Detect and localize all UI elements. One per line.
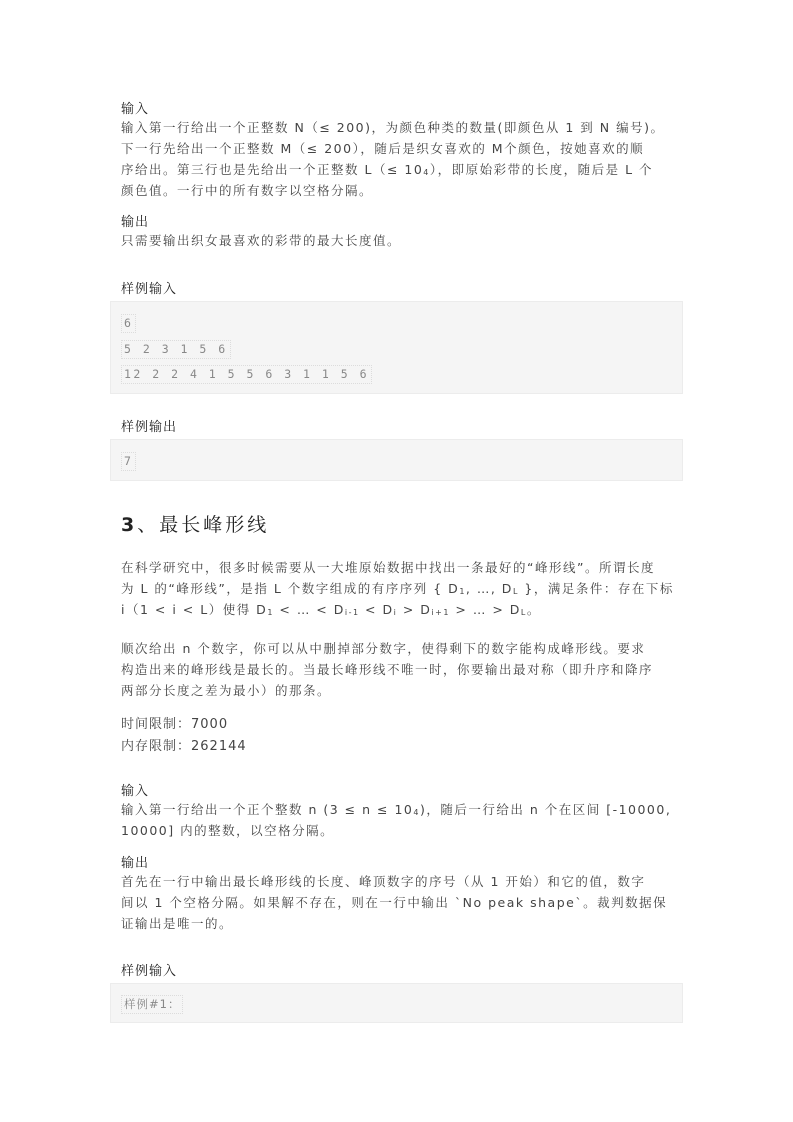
text-line (121, 159, 677, 180)
text-run: 输入第一行给出一个正个整数 n (3 ≤ n ≤ 10 (121, 802, 414, 817)
text-line (121, 892, 677, 913)
text-run: 证输出是唯一的。 (121, 916, 234, 931)
sample-output-block (110, 439, 683, 481)
section-number: 3 (121, 514, 138, 536)
output-line: 只需要输出织女最喜欢的彩带的最大长度值。 (121, 233, 402, 248)
text-run: 10000] 内的整数，以空格分隔。 (121, 823, 335, 838)
text-line (121, 138, 677, 159)
text-run: 间以 1 个空格分隔。如果解不存在，则在一行中输出 `No peak shape`。裁判数据保 (121, 895, 668, 910)
input-heading: 输入 (121, 102, 150, 117)
text-run: 下一行先给出一个正整数 M（≤ 200），随后是织女喜欢的 M个颜色，按她喜欢的顺 (121, 141, 645, 156)
time-limit: 时间限制：7000 (121, 717, 229, 732)
text-run: < … < D (273, 602, 345, 617)
text-line (121, 638, 677, 659)
text-run: ），即原始彩带的长度，随后是 L 个 (429, 162, 654, 177)
subscript: i+1 (431, 608, 450, 617)
text-line (121, 820, 677, 841)
text-run: , …, D (465, 581, 513, 596)
output-description (121, 871, 677, 934)
text-run: 序给出。第三行也是先给出一个正整数 L（≤ 10 (121, 162, 424, 177)
text-run: 首先在一行中输出最长峰形线的长度、峰顶数字的序号（从 1 开始）和它的值，数字 (121, 874, 646, 889)
sample-output-line: 7 (121, 452, 136, 471)
text-run: 顺次给出 n 个数字，你可以从中删掉部分数字，使得剩下的数字能构成峰形线。要求 (121, 641, 646, 656)
sample-output-heading: 样例输出 (121, 420, 178, 435)
text-line (121, 557, 677, 578)
sample-input-line: 5 2 3 1 5 6 (121, 340, 231, 359)
input-heading: 输入 (121, 784, 150, 799)
subscript: i-1 (344, 608, 360, 617)
text-run: 构造出来的峰形线是最长的。当最长峰形线不唯一时，你要输出最对称（即升序和降序 (121, 662, 654, 677)
text-line (121, 659, 677, 680)
input-description (121, 799, 677, 841)
text-line (121, 578, 677, 599)
text-run: > … > D (449, 602, 521, 617)
text-run: }，满足条件：存在下标 (518, 581, 674, 596)
output-heading: 输出 (121, 215, 150, 230)
text-run: )，随后一行给出 n 个在区间 [-10000, (419, 802, 672, 817)
sample-input-heading: 样例输入 (121, 964, 178, 979)
memory-limit: 内存限制：262144 (121, 739, 247, 754)
sample-input-block (110, 983, 683, 1023)
section-title-text: 、最长峰形线 (137, 514, 270, 536)
text-run: 为 L 的“峰形线”，是指 L 个数字组成的有序序列 { D (121, 581, 460, 596)
text-line (121, 680, 677, 701)
subscript: 1 (459, 587, 466, 596)
sample-input-line: 12 2 2 4 1 5 5 6 3 1 1 5 6 (121, 365, 372, 384)
subscript: L (520, 608, 527, 617)
sample-input-block (110, 301, 683, 394)
text-run: 颜色值。一行中的所有数字以空格分隔。 (121, 183, 374, 198)
subscript: i (393, 608, 398, 617)
text-run: 两部分长度之差为最小）的那条。 (121, 683, 332, 698)
text-line (121, 913, 677, 934)
text-run: i（1 < i < L）使得 D (121, 602, 268, 617)
input-description (121, 117, 677, 201)
text-line (121, 180, 677, 201)
problem-description (121, 557, 677, 620)
text-line (121, 799, 677, 820)
subscript: 4 (413, 808, 420, 817)
sample-input-heading: 样例输入 (121, 282, 178, 297)
text-line (121, 117, 677, 138)
subscript: L (512, 587, 519, 596)
text-run: 在科学研究中，很多时候需要从一大堆原始数据中找出一条最好的“峰形线”。所谓长度 (121, 560, 655, 575)
output-description (121, 230, 677, 251)
output-heading: 输出 (121, 856, 150, 871)
subscript: 4 (423, 168, 430, 177)
sample-input-line: 样例#1： (121, 995, 183, 1014)
text-run: 。 (526, 602, 541, 617)
section-title (121, 510, 269, 537)
text-run: 输入第一行给出一个正整数 N（≤ 200)，为颜色种类的数量(即颜色从 1 到 N 编号)。 (121, 120, 665, 135)
text-line (121, 871, 677, 892)
subscript: 1 (267, 608, 274, 617)
problem-requirement (121, 638, 677, 701)
text-run: < D (359, 602, 394, 617)
sample-input-line: 6 (121, 314, 136, 333)
text-line (121, 599, 677, 620)
text-run: > D (397, 602, 432, 617)
